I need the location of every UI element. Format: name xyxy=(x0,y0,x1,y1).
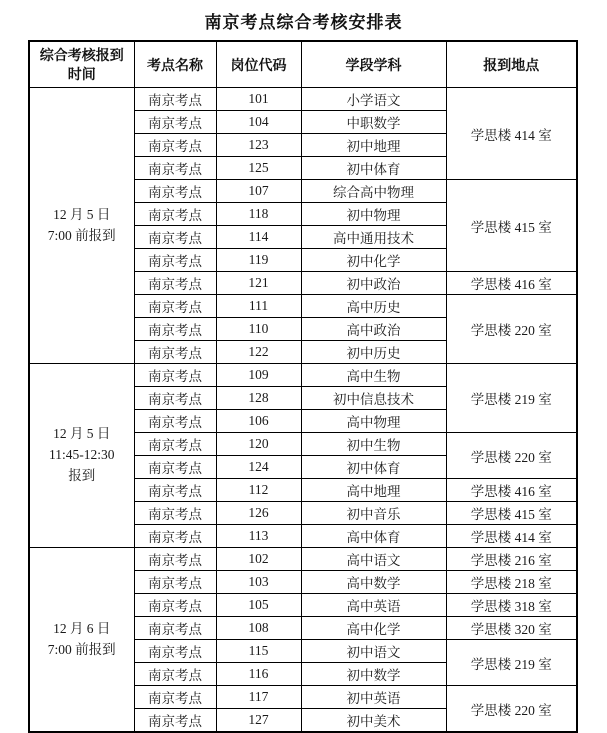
table-row xyxy=(29,88,577,111)
subject-cell: 初中历史 xyxy=(301,341,446,364)
site-cell: 南京考点 xyxy=(134,157,216,180)
location-cell: 学思楼 220 室 xyxy=(446,295,577,364)
time-cell xyxy=(29,88,134,364)
code-cell: 118 xyxy=(216,203,301,226)
code-cell: 107 xyxy=(216,180,301,203)
subject-cell: 初中生物 xyxy=(301,433,446,456)
location-cell: 学思楼 320 室 xyxy=(446,617,577,640)
subject-cell: 高中体育 xyxy=(301,525,446,548)
site-cell: 南京考点 xyxy=(134,318,216,341)
code-cell: 102 xyxy=(216,548,301,571)
location-cell: 学思楼 415 室 xyxy=(446,502,577,525)
subject-cell: 初中政治 xyxy=(301,272,446,295)
location-cell: 学思楼 414 室 xyxy=(446,88,577,180)
subject-cell: 高中数学 xyxy=(301,571,446,594)
location-cell: 学思楼 415 室 xyxy=(446,180,577,272)
time-line: 报到 xyxy=(68,467,96,483)
code-cell: 105 xyxy=(216,594,301,617)
site-cell: 南京考点 xyxy=(134,88,216,111)
site-cell: 南京考点 xyxy=(134,111,216,134)
code-cell: 104 xyxy=(216,111,301,134)
time-cell xyxy=(29,364,134,548)
code-cell: 117 xyxy=(216,686,301,709)
code-cell: 111 xyxy=(216,295,301,318)
code-cell: 121 xyxy=(216,272,301,295)
col-header-code: 岗位代码 xyxy=(216,41,301,88)
col-header-time xyxy=(29,41,134,88)
site-cell: 南京考点 xyxy=(134,295,216,318)
subject-cell: 中职数学 xyxy=(301,111,446,134)
site-cell: 南京考点 xyxy=(134,387,216,410)
subject-cell: 初中体育 xyxy=(301,157,446,180)
location-cell: 学思楼 216 室 xyxy=(446,548,577,571)
code-cell: 116 xyxy=(216,663,301,686)
time-line: 7:00 前报到 xyxy=(47,641,116,657)
site-cell: 南京考点 xyxy=(134,134,216,157)
code-cell: 122 xyxy=(216,341,301,364)
subject-cell: 高中语文 xyxy=(301,548,446,571)
location-cell: 学思楼 416 室 xyxy=(446,479,577,502)
site-cell: 南京考点 xyxy=(134,456,216,479)
subject-cell: 高中地理 xyxy=(301,479,446,502)
subject-cell: 高中历史 xyxy=(301,295,446,318)
location-cell: 学思楼 219 室 xyxy=(446,364,577,433)
code-cell: 119 xyxy=(216,249,301,272)
code-cell: 115 xyxy=(216,640,301,663)
code-cell: 101 xyxy=(216,88,301,111)
site-cell: 南京考点 xyxy=(134,617,216,640)
code-cell: 106 xyxy=(216,410,301,433)
time-line: 12 月 5 日 xyxy=(53,206,111,222)
subject-cell: 初中美术 xyxy=(301,709,446,733)
site-cell: 南京考点 xyxy=(134,433,216,456)
location-cell: 学思楼 219 室 xyxy=(446,640,577,686)
subject-cell: 初中体育 xyxy=(301,456,446,479)
schedule-table xyxy=(28,40,578,733)
time-line: 12 月 5 日 xyxy=(53,426,111,442)
code-cell: 120 xyxy=(216,433,301,456)
code-cell: 125 xyxy=(216,157,301,180)
location-cell: 学思楼 220 室 xyxy=(446,686,577,733)
subject-cell: 高中英语 xyxy=(301,594,446,617)
site-cell: 南京考点 xyxy=(134,640,216,663)
subject-cell: 初中物理 xyxy=(301,203,446,226)
col-header-subject: 学段学科 xyxy=(301,41,446,88)
col-header-time-label: 综合考核报到时间 xyxy=(39,47,124,82)
code-cell: 112 xyxy=(216,479,301,502)
subject-cell: 初中信息技术 xyxy=(301,387,446,410)
code-cell: 113 xyxy=(216,525,301,548)
site-cell: 南京考点 xyxy=(134,226,216,249)
code-cell: 108 xyxy=(216,617,301,640)
subject-cell: 高中化学 xyxy=(301,617,446,640)
subject-cell: 初中语文 xyxy=(301,640,446,663)
code-cell: 123 xyxy=(216,134,301,157)
code-cell: 126 xyxy=(216,502,301,525)
site-cell: 南京考点 xyxy=(134,548,216,571)
site-cell: 南京考点 xyxy=(134,594,216,617)
subject-cell: 综合高中物理 xyxy=(301,180,446,203)
subject-cell: 高中物理 xyxy=(301,410,446,433)
site-cell: 南京考点 xyxy=(134,410,216,433)
code-cell: 110 xyxy=(216,318,301,341)
subject-cell: 初中化学 xyxy=(301,249,446,272)
code-cell: 124 xyxy=(216,456,301,479)
site-cell: 南京考点 xyxy=(134,525,216,548)
site-cell: 南京考点 xyxy=(134,341,216,364)
code-cell: 128 xyxy=(216,387,301,410)
location-cell: 学思楼 416 室 xyxy=(446,272,577,295)
header-row xyxy=(29,41,577,88)
code-cell: 103 xyxy=(216,571,301,594)
subject-cell: 初中英语 xyxy=(301,686,446,709)
col-header-site: 考点名称 xyxy=(134,41,216,88)
table-row xyxy=(29,548,577,571)
subject-cell: 初中数学 xyxy=(301,663,446,686)
site-cell: 南京考点 xyxy=(134,272,216,295)
col-header-location: 报到地点 xyxy=(446,41,577,88)
subject-cell: 高中通用技术 xyxy=(301,226,446,249)
subject-cell: 高中生物 xyxy=(301,364,446,387)
code-cell: 109 xyxy=(216,364,301,387)
time-cell xyxy=(29,548,134,733)
site-cell: 南京考点 xyxy=(134,502,216,525)
time-line: 11:45-12:30 xyxy=(49,447,115,463)
location-cell: 学思楼 318 室 xyxy=(446,594,577,617)
code-cell: 127 xyxy=(216,709,301,733)
location-cell: 学思楼 218 室 xyxy=(446,571,577,594)
site-cell: 南京考点 xyxy=(134,249,216,272)
location-cell: 学思楼 414 室 xyxy=(446,525,577,548)
code-cell: 114 xyxy=(216,226,301,249)
site-cell: 南京考点 xyxy=(134,709,216,733)
subject-cell: 高中政治 xyxy=(301,318,446,341)
time-line: 7:00 前报到 xyxy=(47,227,116,243)
subject-cell: 初中地理 xyxy=(301,134,446,157)
site-cell: 南京考点 xyxy=(134,364,216,387)
page-title: 南京考点综合考核安排表 xyxy=(204,13,403,32)
subject-cell: 初中音乐 xyxy=(301,502,446,525)
time-line: 12 月 6 日 xyxy=(53,620,111,636)
location-cell: 学思楼 220 室 xyxy=(446,433,577,479)
site-cell: 南京考点 xyxy=(134,203,216,226)
site-cell: 南京考点 xyxy=(134,479,216,502)
site-cell: 南京考点 xyxy=(134,571,216,594)
site-cell: 南京考点 xyxy=(134,663,216,686)
document-page xyxy=(0,8,607,729)
site-cell: 南京考点 xyxy=(134,180,216,203)
subject-cell: 小学语文 xyxy=(301,88,446,111)
site-cell: 南京考点 xyxy=(134,686,216,709)
table-row xyxy=(29,364,577,387)
